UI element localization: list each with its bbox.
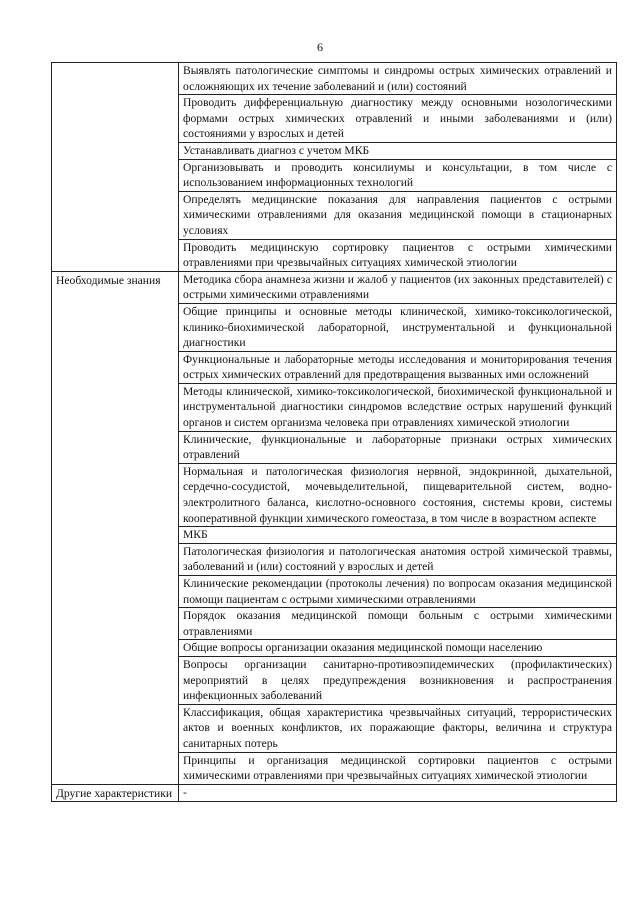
table-row xyxy=(52,63,617,95)
page-number: 6 xyxy=(317,40,323,54)
knowledge-cell: Классификация, общая характеристика чрезвычайных ситуаций, террористических актов и военных конфликтов, их поражающие факторы, величина и структура санитарных потерь xyxy=(179,704,617,752)
knowledge-label: Необходимые знания xyxy=(52,271,179,784)
table-row xyxy=(52,784,617,802)
skill-cell: Проводить дифференциальную диагностику между основными нозологическими формами острых химических отравлений и иными заболеваниями и (или) состояниями у взрослых и детей xyxy=(179,95,617,143)
skill-cell: Устанавливать диагноз с учетом МКБ xyxy=(179,142,617,159)
knowledge-cell: Клинические, функциональные и лабораторные признаки острых химических отравлений xyxy=(179,431,617,463)
knowledge-cell: Принципы и организация медицинской сортировки пациентов с острыми химическими отравлениями при чрезвычайных ситуациях химической этиологии xyxy=(179,752,617,784)
skill-cell: Выявлять патологические симптомы и синдромы острых химических отравлений и осложняющих их течение заболеваний и (или) состояний xyxy=(179,63,617,95)
knowledge-cell: Общие принципы и основные методы клинической, химико-токсикологической, клинико-биохимической лабораторной, инструментальной и функциональной диагностики xyxy=(179,303,617,351)
competency-table xyxy=(51,62,617,802)
label-cell-empty xyxy=(52,63,179,272)
knowledge-cell: Нормальная и патологическая физиология нервной, эндокринной, дыхательной, сердечно-сосудистой, мочевыделительной, пищеварительной систем, водно-электролитного баланса, кислотно-основного состояния, системы крови, системы кооперативной функции химического гомеостаза, в том числе в возрастном аспекте xyxy=(179,463,617,526)
other-value: - xyxy=(179,784,617,802)
knowledge-cell: Клинические рекомендации (протоколы лечения) по вопросам оказания медицинской помощи пациентам с острыми химическими отравлениями xyxy=(179,576,617,608)
skill-cell: Организовывать и проводить консилиумы и консультации, в том числе с использованием информационных технологий xyxy=(179,159,617,191)
table-row xyxy=(52,271,617,303)
knowledge-cell: Общие вопросы организации оказания медицинской помощи населению xyxy=(179,640,617,657)
knowledge-cell: Патологическая физиология и патологическая анатомия острой химической травмы, заболеваний и (или) состояний у взрослых и детей xyxy=(179,543,617,575)
knowledge-cell: Порядок оказания медицинской помощи больным с острыми химическими отравлениями xyxy=(179,608,617,640)
skill-cell: Проводить медицинскую сортировку пациентов с острыми химическими отравлениями при чрезвычайных ситуациях химической этиологии xyxy=(179,239,617,271)
skill-cell: Определять медицинские показания для направления пациентов с острыми химическими отравлениями для оказания медицинской помощи в стационарных условиях xyxy=(179,191,617,239)
knowledge-cell: Функциональные и лабораторные методы исследования и мониторирования течения острых химических отравлений для предотвращения вызванных ими осложнений xyxy=(179,351,617,383)
knowledge-cell: Методы клинической, химико-токсикологической, биохимической функциональной и инструментальной диагностики синдромов вследствие острых нарушений функций органов и систем организма человека при отравлениях химической этиологии xyxy=(179,383,617,431)
knowledge-cell: МКБ xyxy=(179,527,617,544)
other-label: Другие характеристики xyxy=(52,784,179,802)
knowledge-cell: Вопросы организации санитарно-противоэпидемических (профилактических) мероприятий в целях предупреждения возникновения и распространения инфекционных заболеваний xyxy=(179,656,617,704)
knowledge-cell: Методика сбора анамнеза жизни и жалоб у пациентов (их законных представителей) с острыми химическими отравлениями xyxy=(179,271,617,303)
